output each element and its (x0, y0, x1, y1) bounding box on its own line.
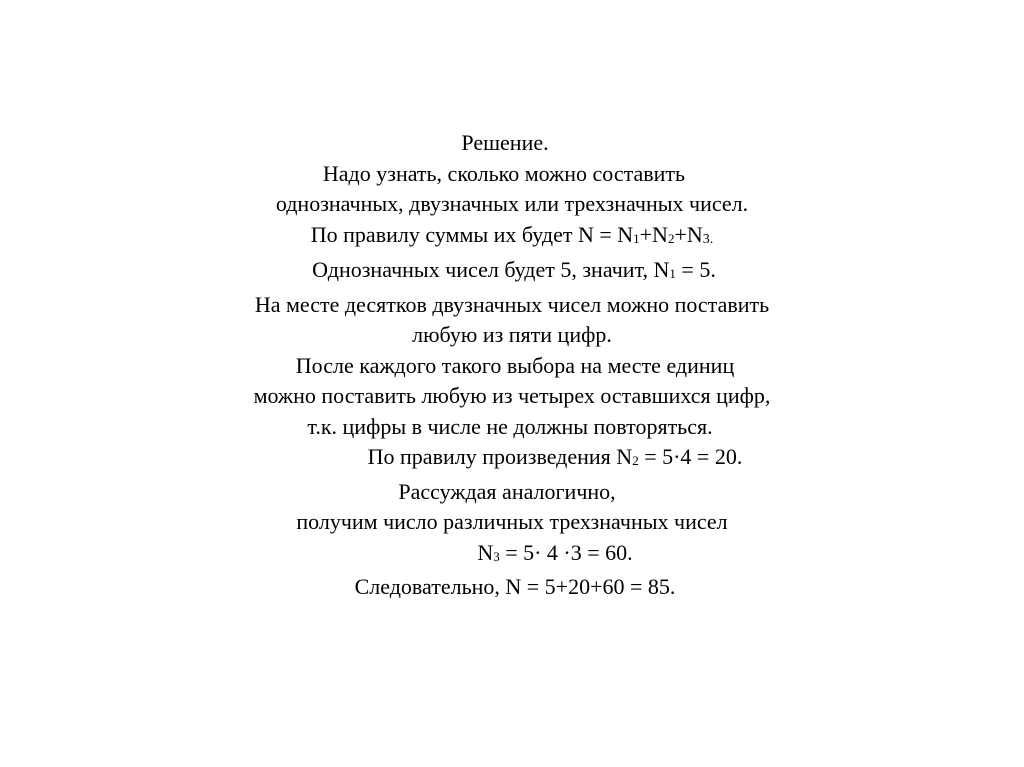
text-line: получим число различных трехзначных чисел (296, 509, 728, 534)
conclusion-line: Следовательно, N = 5+20+60 = 85. (354, 574, 676, 599)
three-digit-line: N3 = 5· 4 ·3 = 60. (477, 539, 633, 565)
single-digit-line: Однозначных чисел будет 5, значит, N1 = 5. (312, 257, 716, 282)
text-line: любую из пяти цифр. (412, 322, 612, 347)
text-line: Рассуждая аналогично, (398, 478, 616, 504)
text-line: т.к. цифры в числе не должны повторяться. (307, 413, 713, 439)
text-line: однозначных, двузначных или трехзначных чисел. (275, 191, 749, 216)
heading-solution: Решение. (461, 130, 549, 155)
product-rule-line: По правилу произведения N2 = 5·4 = 20. (367, 444, 743, 469)
text-line: На месте десятков двузначных чисел можно поставить (254, 291, 770, 317)
subscript: 1 (633, 230, 640, 246)
subscript: 2 (667, 230, 675, 246)
subscript: 1 (669, 266, 676, 281)
subscript: 3. (702, 231, 714, 247)
text-line: можно поставить любую из четырех оставшихся цифр, (253, 383, 771, 408)
subscript: 3 (493, 548, 500, 564)
text-line: Надо узнать, сколько можно составить (322, 160, 686, 186)
sum-rule-line: По правилу суммы их будет N = N1+N2+N3. (310, 221, 714, 247)
solution-text (0, 128, 1024, 603)
text-line: После каждого такого выбора на месте единиц (295, 352, 735, 378)
subscript: 2 (632, 453, 639, 468)
